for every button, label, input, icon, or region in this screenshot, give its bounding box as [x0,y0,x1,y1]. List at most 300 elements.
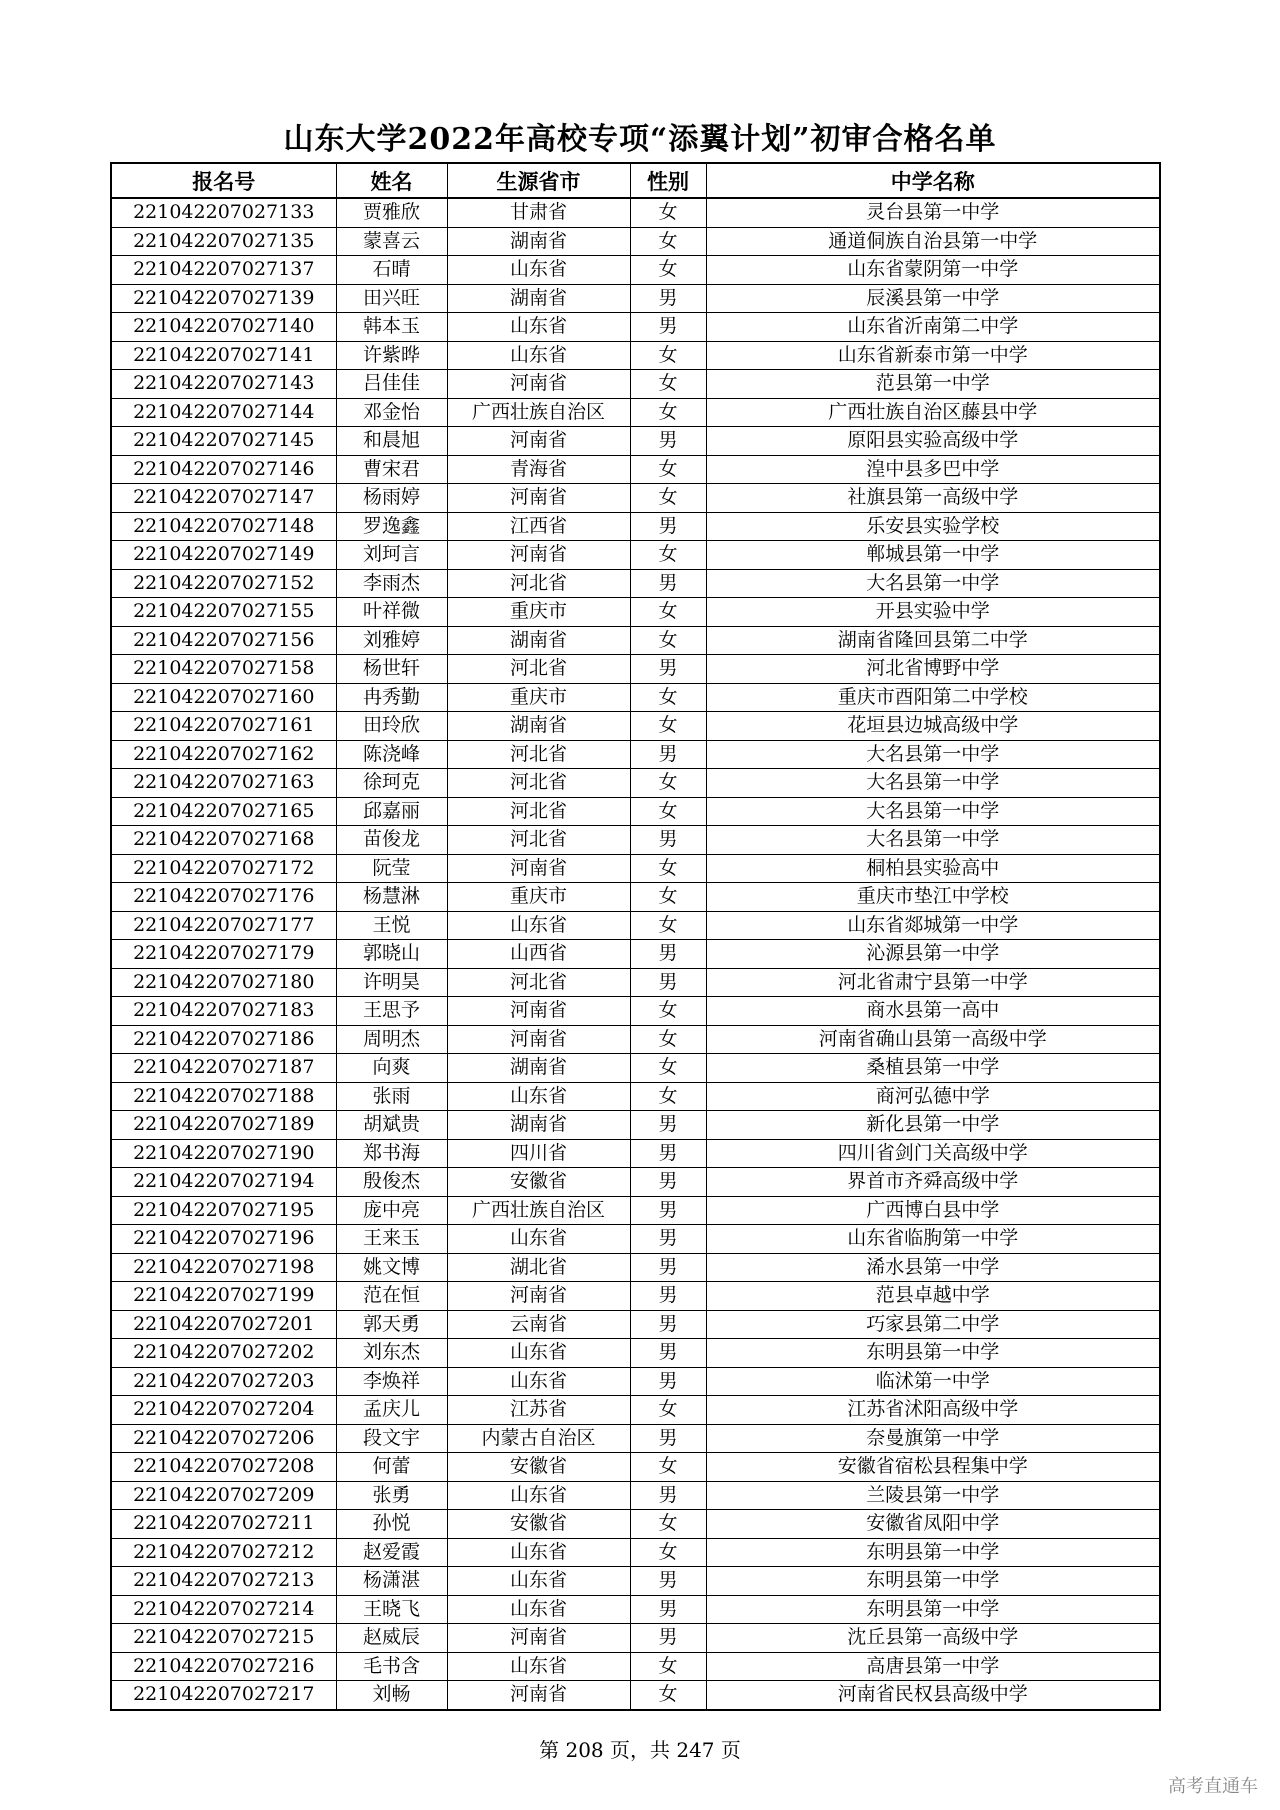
cell-province: 河北省 [447,826,630,855]
cell-registration-number: 221042207027209 [111,1481,336,1510]
cell-registration-number: 221042207027155 [111,598,336,627]
cell-gender: 男 [630,427,706,456]
cell-name: 赵威辰 [336,1624,447,1653]
table-row [111,1168,1160,1197]
cell-province: 山东省 [447,1652,630,1681]
cell-registration-number: 221042207027141 [111,341,336,370]
cell-registration-number: 221042207027196 [111,1225,336,1254]
header-gender: 性别 [630,163,706,198]
cell-school: 花垣县边城高级中学 [706,712,1160,741]
cell-gender: 男 [630,1481,706,1510]
table-row [111,512,1160,541]
table-row [111,911,1160,940]
table-row [111,1510,1160,1539]
header-name: 姓名 [336,163,447,198]
cell-registration-number: 221042207027188 [111,1082,336,1111]
cell-name: 姚文博 [336,1253,447,1282]
table-row [111,198,1160,227]
cell-province: 青海省 [447,455,630,484]
table-row [111,997,1160,1026]
cell-province: 山东省 [447,911,630,940]
table-row [111,341,1160,370]
cell-registration-number: 221042207027189 [111,1111,336,1140]
cell-province: 湖南省 [447,1111,630,1140]
watermark: 高考直通车 [1168,1776,1258,1797]
cell-school: 兰陵县第一中学 [706,1481,1160,1510]
cell-gender: 女 [630,883,706,912]
cell-school: 桑植县第一中学 [706,1054,1160,1083]
cell-gender: 女 [630,683,706,712]
cell-registration-number: 221042207027202 [111,1339,336,1368]
cell-province: 广西壮族自治区 [447,1196,630,1225]
cell-province: 四川省 [447,1139,630,1168]
table-row [111,883,1160,912]
cell-registration-number: 221042207027137 [111,256,336,285]
cell-gender: 女 [630,1681,706,1710]
cell-school: 江苏省沭阳高级中学 [706,1396,1160,1425]
table-row [111,968,1160,997]
cell-school: 广西博白县中学 [706,1196,1160,1225]
table-row [111,1396,1160,1425]
cell-name: 王思予 [336,997,447,1026]
cell-name: 石晴 [336,256,447,285]
table-row [111,1481,1160,1510]
cell-gender: 男 [630,655,706,684]
cell-province: 重庆市 [447,683,630,712]
cell-school: 大名县第一中学 [706,797,1160,826]
cell-gender: 女 [630,484,706,513]
table-row [111,598,1160,627]
cell-school: 东明县第一中学 [706,1538,1160,1567]
header-school: 中学名称 [706,163,1160,198]
cell-province: 安徽省 [447,1453,630,1482]
cell-school: 河北省博野中学 [706,655,1160,684]
cell-school: 社旗县第一高级中学 [706,484,1160,513]
table-row [111,1225,1160,1254]
cell-registration-number: 221042207027161 [111,712,336,741]
table-row [111,1424,1160,1453]
cell-gender: 女 [630,256,706,285]
table-row [111,1196,1160,1225]
table-row [111,1567,1160,1596]
cell-name: 罗逸鑫 [336,512,447,541]
cell-registration-number: 221042207027212 [111,1538,336,1567]
table-row [111,1310,1160,1339]
table-row [111,1111,1160,1140]
cell-registration-number: 221042207027139 [111,284,336,313]
cell-registration-number: 221042207027146 [111,455,336,484]
cell-registration-number: 221042207027156 [111,626,336,655]
cell-province: 河北省 [447,968,630,997]
cell-school: 东明县第一中学 [706,1339,1160,1368]
table-row [111,256,1160,285]
cell-province: 山东省 [447,1225,630,1254]
page-number: 第 208 页，共 247 页 [539,1738,741,1762]
cell-province: 河南省 [447,370,630,399]
cell-province: 河南省 [447,1681,630,1710]
cell-registration-number: 221042207027195 [111,1196,336,1225]
cell-gender: 男 [630,968,706,997]
table-row [111,769,1160,798]
table-row [111,940,1160,969]
cell-gender: 女 [630,398,706,427]
table-row [111,1681,1160,1710]
cell-registration-number: 22104220702713​3 [111,198,336,227]
cell-gender: 女 [630,1538,706,1567]
cell-province: 河北省 [447,655,630,684]
cell-name: 邱嘉丽 [336,797,447,826]
cell-name: 韩本玉 [336,313,447,342]
cell-province: 河南省 [447,484,630,513]
cell-school: 大名县第一中学 [706,826,1160,855]
header-province: 生源省市 [447,163,630,198]
cell-name: 许明昊 [336,968,447,997]
cell-province: 山东省 [447,1595,630,1624]
cell-registration-number: 221042207027217 [111,1681,336,1710]
cell-name: 杨世轩 [336,655,447,684]
cell-registration-number: 221042207027204 [111,1396,336,1425]
cell-registration-number: 221042207027187 [111,1054,336,1083]
table-row [111,284,1160,313]
document-title: 山东大学2022年高校专项“添翼计划”初审合格名单 [283,122,997,157]
cell-gender: 女 [630,1082,706,1111]
cell-registration-number: 221042207027198 [111,1253,336,1282]
cell-name: 阮莹 [336,854,447,883]
cell-school: 灵台县第一中学 [706,198,1160,227]
cell-province: 安徽省 [447,1168,630,1197]
cell-province: 山东省 [447,341,630,370]
cell-province: 河南省 [447,1282,630,1311]
cell-registration-number: 221042207027186 [111,1025,336,1054]
cell-gender: 女 [630,1652,706,1681]
cell-gender: 女 [630,541,706,570]
cell-name: 周明杰 [336,1025,447,1054]
table-row [111,797,1160,826]
cell-registration-number: 221042207027201 [111,1310,336,1339]
cell-school: 大名县第一中学 [706,740,1160,769]
cell-gender: 女 [630,1025,706,1054]
cell-province: 云南省 [447,1310,630,1339]
table-row [111,683,1160,712]
cell-registration-number: 221042207027203 [111,1367,336,1396]
cell-name: 胡斌贵 [336,1111,447,1140]
cell-gender: 男 [630,940,706,969]
cell-school: 高唐县第一中学 [706,1652,1160,1681]
table-row [111,1282,1160,1311]
cell-name: 李焕祥 [336,1367,447,1396]
cell-province: 山东省 [447,1567,630,1596]
cell-gender: 女 [630,1453,706,1482]
cell-registration-number: 221042207027176 [111,883,336,912]
cell-name: 吕佳佳 [336,370,447,399]
table-row [111,1025,1160,1054]
cell-registration-number: 221042207027213 [111,1567,336,1596]
table-row [111,484,1160,513]
cell-gender: 女 [630,797,706,826]
table-row [111,398,1160,427]
cell-province: 河南省 [447,1624,630,1653]
cell-name: 田兴旺 [336,284,447,313]
table-row [111,227,1160,256]
cell-name: 庞中亮 [336,1196,447,1225]
cell-gender: 男 [630,1367,706,1396]
cell-province: 河南省 [447,427,630,456]
cell-school: 商水县第一高中 [706,997,1160,1026]
cell-registration-number: 221042207027215 [111,1624,336,1653]
cell-gender: 女 [630,769,706,798]
cell-name: 郑书海 [336,1139,447,1168]
cell-registration-number: 221042207027160 [111,683,336,712]
cell-registration-number: 221042207027147 [111,484,336,513]
table-row [111,1538,1160,1567]
table-row [111,626,1160,655]
cell-school: 大名县第一中学 [706,769,1160,798]
cell-gender: 女 [630,911,706,940]
cell-name: 刘东杰 [336,1339,447,1368]
cell-province: 山东省 [447,1082,630,1111]
cell-province: 安徽省 [447,1510,630,1539]
cell-school: 新化县第一中学 [706,1111,1160,1140]
cell-gender: 男 [630,1196,706,1225]
cell-registration-number: 221042207027145 [111,427,336,456]
cell-school: 桐柏县实验高中 [706,854,1160,883]
cell-province: 河北省 [447,797,630,826]
cell-school: 大名县第一中学 [706,569,1160,598]
cell-name: 曹宋君 [336,455,447,484]
table-row [111,1652,1160,1681]
cell-school: 界首市齐舜高级中学 [706,1168,1160,1197]
cell-name: 田玲欣 [336,712,447,741]
cell-gender: 男 [630,1168,706,1197]
cell-school: 奈曼旗第一中学 [706,1424,1160,1453]
cell-registration-number: 221042207027180 [111,968,336,997]
cell-gender: 男 [630,740,706,769]
cell-province: 湖南省 [447,284,630,313]
cell-province: 河南省 [447,541,630,570]
cell-school: 沈丘县第一高级中学 [706,1624,1160,1653]
table-row [111,1453,1160,1482]
cell-registration-number: 221042207027199 [111,1282,336,1311]
cell-school: 浠水县第一中学 [706,1253,1160,1282]
cell-province: 山西省 [447,940,630,969]
cell-name: 郭天勇 [336,1310,447,1339]
table-row [111,427,1160,456]
cell-gender: 男 [630,1567,706,1596]
cell-registration-number: 221042207027216 [111,1652,336,1681]
cell-registration-number: 221042207027149 [111,541,336,570]
cell-gender: 女 [630,854,706,883]
cell-province: 山东省 [447,1367,630,1396]
cell-name: 刘雅婷 [336,626,447,655]
cell-gender: 男 [630,1339,706,1368]
cell-registration-number: 221042207027162 [111,740,336,769]
table-row [111,1082,1160,1111]
cell-province: 山东省 [447,1339,630,1368]
header-registration-number: 报名号 [111,163,336,198]
cell-province: 重庆市 [447,883,630,912]
cell-school: 四川省剑门关高级中学 [706,1139,1160,1168]
cell-province: 湖南省 [447,626,630,655]
cell-gender: 男 [630,1139,706,1168]
cell-school: 重庆市垫江中学校 [706,883,1160,912]
cell-province: 山东省 [447,256,630,285]
cell-gender: 女 [630,227,706,256]
table-row [111,1624,1160,1653]
table-header [111,163,1160,198]
cell-school: 原阳县实验高级中学 [706,427,1160,456]
cell-gender: 男 [630,569,706,598]
cell-province: 河南省 [447,854,630,883]
cell-gender: 女 [630,1054,706,1083]
cell-province: 江苏省 [447,1396,630,1425]
cell-name: 杨慧淋 [336,883,447,912]
cell-name: 叶祥微 [336,598,447,627]
cell-gender: 男 [630,512,706,541]
cell-registration-number: 221042207027206 [111,1424,336,1453]
cell-name: 赵爱霞 [336,1538,447,1567]
cell-name: 孟庆儿 [336,1396,447,1425]
cell-name: 刘珂言 [336,541,447,570]
cell-registration-number: 221042207027152 [111,569,336,598]
cell-gender: 男 [630,1111,706,1140]
cell-school: 河北省肃宁县第一中学 [706,968,1160,997]
table-row [111,313,1160,342]
cell-gender: 男 [630,1624,706,1653]
cell-province: 山东省 [447,313,630,342]
cell-name: 许紫晔 [336,341,447,370]
table-row [111,1339,1160,1368]
cell-name: 孙悦 [336,1510,447,1539]
cell-province: 广西壮族自治区 [447,398,630,427]
cell-registration-number: 221042207027148 [111,512,336,541]
cell-school: 重庆市酉阳第二中学校 [706,683,1160,712]
cell-school: 湖南省隆回县第二中学 [706,626,1160,655]
cell-name: 和晨旭 [336,427,447,456]
cell-name: 刘畅 [336,1681,447,1710]
cell-gender: 女 [630,1396,706,1425]
cell-gender: 女 [630,712,706,741]
cell-school: 辰溪县第一中学 [706,284,1160,313]
cell-school: 沁源县第一中学 [706,940,1160,969]
cell-school: 河南省确山县第一高级中学 [706,1025,1160,1054]
cell-school: 东明县第一中学 [706,1595,1160,1624]
cell-name: 冉秀勤 [336,683,447,712]
table-row [111,826,1160,855]
cell-name: 段文宇 [336,1424,447,1453]
table-row [111,370,1160,399]
cell-province: 湖北省 [447,1253,630,1282]
cell-school: 广西壮族自治区藤县中学 [706,398,1160,427]
cell-gender: 女 [630,598,706,627]
cell-school: 商河弘德中学 [706,1082,1160,1111]
cell-name: 张雨 [336,1082,447,1111]
cell-name: 杨潇湛 [336,1567,447,1596]
cell-name: 殷俊杰 [336,1168,447,1197]
cell-school: 河南省民权县高级中学 [706,1681,1160,1710]
cell-name: 何蕾 [336,1453,447,1482]
cell-gender: 女 [630,198,706,227]
table-row [111,712,1160,741]
cell-registration-number: 221042207027208 [111,1453,336,1482]
cell-school: 山东省临朐第一中学 [706,1225,1160,1254]
table-row [111,1595,1160,1624]
cell-gender: 男 [630,1595,706,1624]
cell-school: 安徽省凤阳中学 [706,1510,1160,1539]
cell-province: 重庆市 [447,598,630,627]
table-row [111,541,1160,570]
cell-gender: 女 [630,997,706,1026]
cell-school: 开县实验中学 [706,598,1160,627]
table-row [111,1253,1160,1282]
cell-gender: 女 [630,455,706,484]
cell-registration-number: 221042207027140 [111,313,336,342]
cell-school: 山东省郯城第一中学 [706,911,1160,940]
cell-name: 邓金怡 [336,398,447,427]
cell-school: 山东省蒙阴第一中学 [706,256,1160,285]
cell-school: 郸城县第一中学 [706,541,1160,570]
cell-gender: 男 [630,1225,706,1254]
cell-school: 通道侗族自治县第一中学 [706,227,1160,256]
cell-name: 范在恒 [336,1282,447,1311]
cell-registration-number: 221042207027135 [111,227,336,256]
cell-school: 山东省新泰市第一中学 [706,341,1160,370]
table-row [111,1054,1160,1083]
cell-name: 毛书含 [336,1652,447,1681]
cell-province: 湖南省 [447,227,630,256]
cell-registration-number: 221042207027168 [111,826,336,855]
cell-school: 乐安县实验学校 [706,512,1160,541]
cell-province: 河南省 [447,997,630,1026]
table-row [111,854,1160,883]
cell-province: 山东省 [447,1538,630,1567]
cell-name: 徐珂克 [336,769,447,798]
cell-name: 王来玉 [336,1225,447,1254]
cell-registration-number: 221042207027190 [111,1139,336,1168]
cell-province: 湖南省 [447,712,630,741]
cell-name: 李雨杰 [336,569,447,598]
table-body [111,198,1160,1710]
header-row [111,163,1160,198]
cell-school: 湟中县多巴中学 [706,455,1160,484]
cell-gender: 男 [630,1310,706,1339]
cell-gender: 男 [630,1282,706,1311]
cell-name: 贾雅欣 [336,198,447,227]
cell-registration-number: 221042207027163 [111,769,336,798]
cell-province: 湖南省 [447,1054,630,1083]
cell-registration-number: 221042207027179 [111,940,336,969]
cell-name: 蒙喜云 [336,227,447,256]
cell-gender: 男 [630,1253,706,1282]
cell-gender: 男 [630,1424,706,1453]
applicant-table [110,162,1161,1711]
cell-school: 安徽省宿松县程集中学 [706,1453,1160,1482]
cell-province: 江西省 [447,512,630,541]
cell-gender: 男 [630,284,706,313]
cell-gender: 女 [630,370,706,399]
cell-registration-number: 221042207027158 [111,655,336,684]
table-row [111,569,1160,598]
cell-school: 范县第一中学 [706,370,1160,399]
cell-province: 山东省 [447,1481,630,1510]
cell-name: 王悦 [336,911,447,940]
cell-registration-number: 221042207027165 [111,797,336,826]
cell-registration-number: 221042207027177 [111,911,336,940]
cell-gender: 男 [630,313,706,342]
cell-gender: 女 [630,626,706,655]
cell-school: 山东省沂南第二中学 [706,313,1160,342]
cell-province: 甘肃省 [447,198,630,227]
cell-registration-number: 221042207027183 [111,997,336,1026]
